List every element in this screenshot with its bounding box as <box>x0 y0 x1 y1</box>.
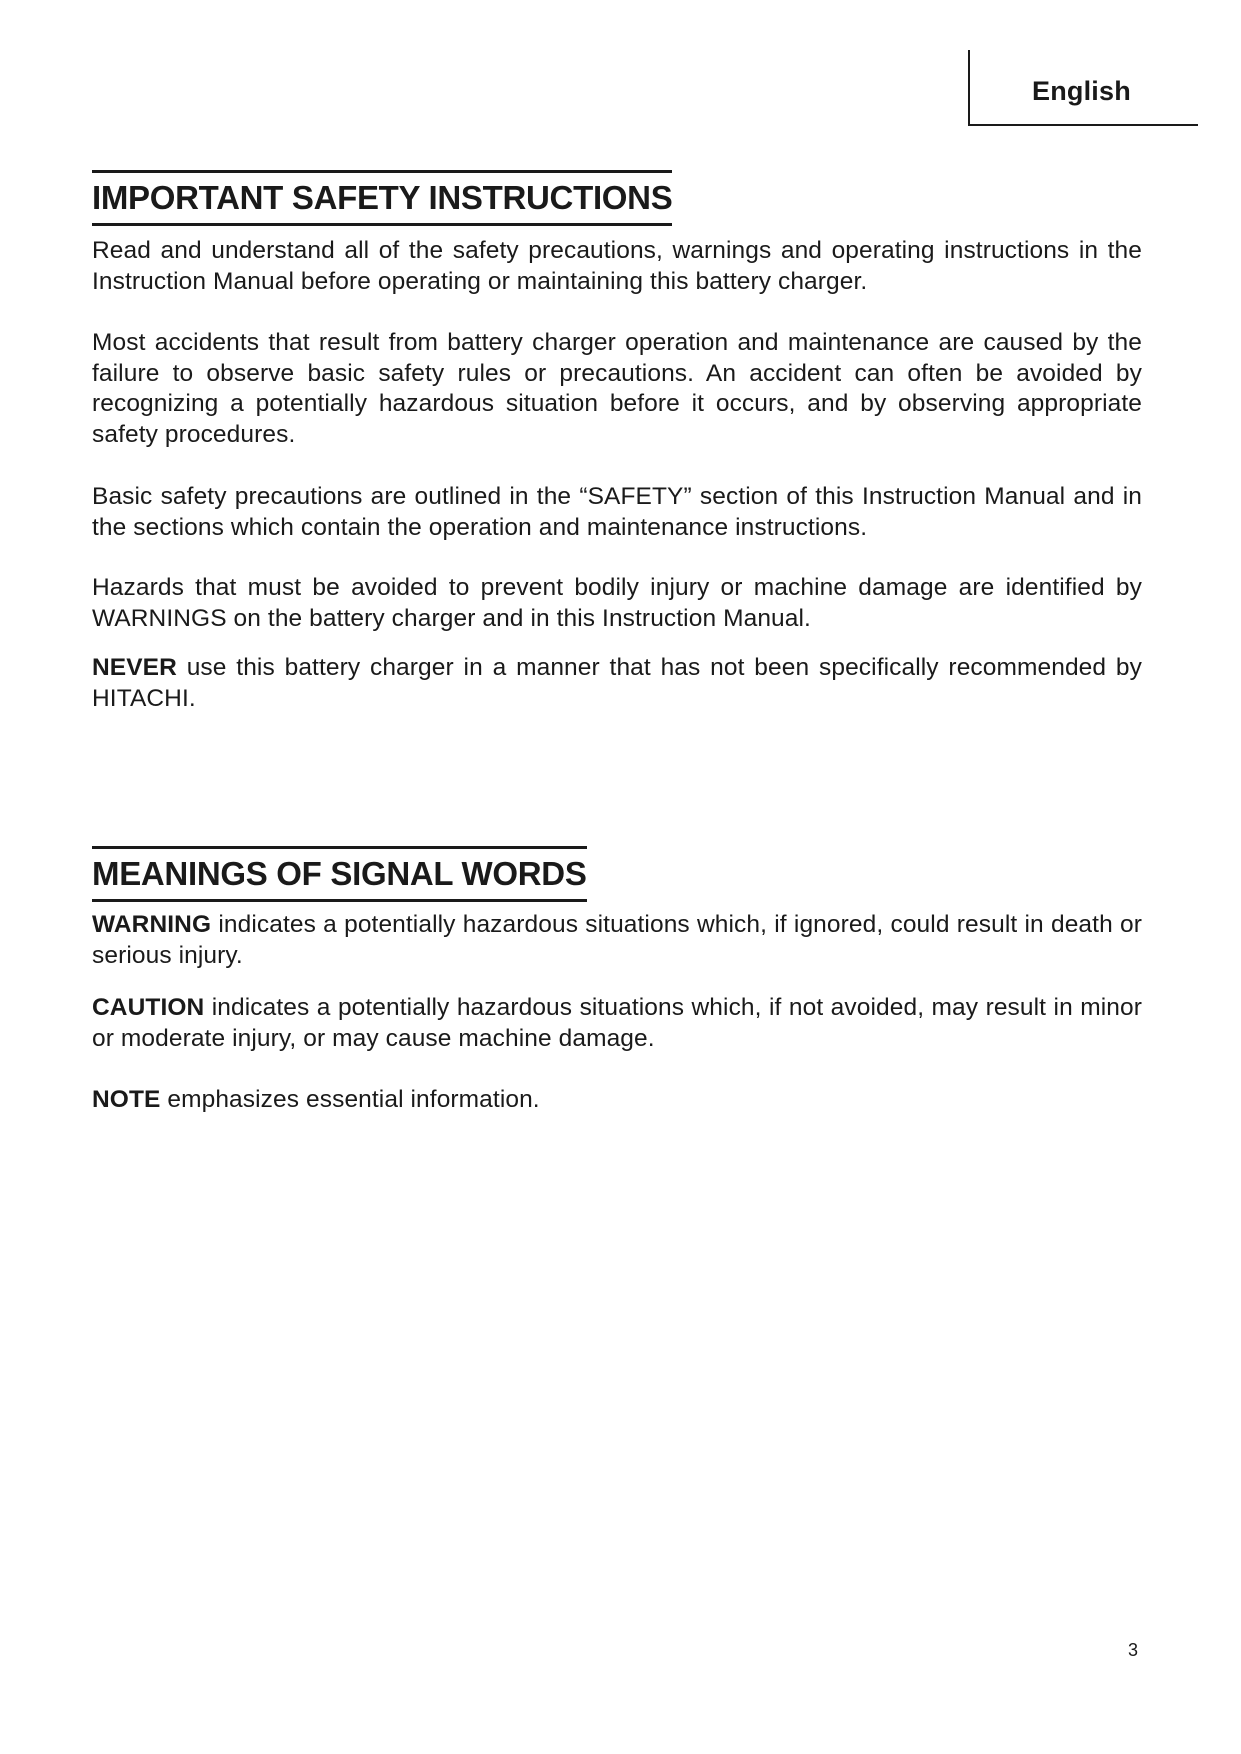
definition-text: indicates a potentially hazardous situations which, if ignored, could result in death or serious injury. <box>92 911 1142 969</box>
definition-note <box>92 1085 1142 1116</box>
language-label: English <box>1032 76 1131 106</box>
definition-text: indicates a potentially hazardous situations which, if not avoided, may result in minor or moderate injury, or may cause machine damage. <box>92 994 1142 1052</box>
never-text: use this battery charger in a manner that has not been specifically recommended by HITACHI. <box>92 654 1142 712</box>
paragraph-read-and-understand: Read and understand all of the safety precautions, warnings and operating instructions in the Instruction Manual before operating or maintaining this battery charger. <box>92 237 1142 295</box>
paragraph-never <box>92 653 1142 714</box>
section-heading-signal-words: MEANINGS OF SIGNAL WORDS <box>92 846 587 902</box>
paragraph-accidents: Most accidents that result from battery charger operation and maintenance are caused by the failure to observe basic safety rules or precautions. An accident can often be avoided by recognizing a potentially hazardous situation before it occurs, and by observing appropriate safety procedures. <box>92 329 1142 448</box>
definition-warning <box>92 910 1142 971</box>
paragraph-basic-precautions: Basic safety precautions are outlined in the “SAFETY” section of this Instruction Manual and in the sections which contain the operation and maintenance instructions. <box>92 483 1142 541</box>
section-heading-safety-instructions: IMPORTANT SAFETY INSTRUCTIONS <box>92 170 672 226</box>
paragraph-hazards: Hazards that must be avoided to prevent bodily injury or machine damage are identified by WARNINGS on the battery charger and in this Instruction Manual. <box>92 574 1142 632</box>
definition-term: NOTE <box>92 1086 161 1113</box>
definition-term: CAUTION <box>92 994 205 1021</box>
definition-term: WARNING <box>92 911 212 938</box>
definition-text: emphasizes essential information. <box>160 1086 540 1113</box>
never-term: NEVER <box>92 654 177 681</box>
definition-caution <box>92 993 1142 1054</box>
page-number: 3 <box>1128 1640 1139 1660</box>
